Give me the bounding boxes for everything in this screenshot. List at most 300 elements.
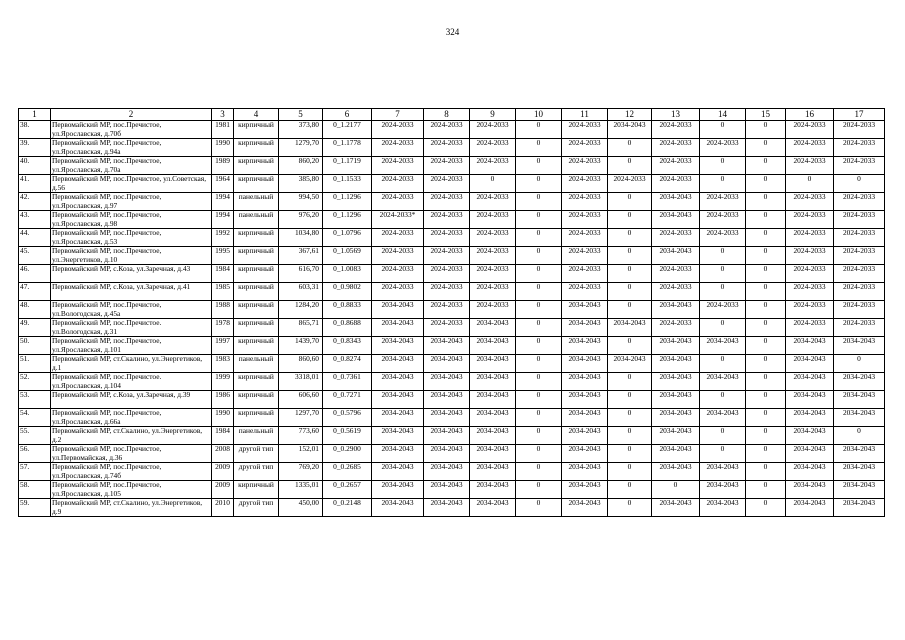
table-cell: 2024-2033 <box>372 247 424 265</box>
table-row <box>19 175 885 193</box>
table-cell: 2034-2043 <box>372 337 424 355</box>
table-cell: 0_1.1778 <box>323 139 372 157</box>
table-cell: 606,60 <box>279 391 323 409</box>
row-number-cell: 49. <box>19 319 51 337</box>
table-cell: 0 <box>746 373 786 391</box>
table-cell: 0 <box>746 445 786 463</box>
table-cell: 0 <box>608 229 652 247</box>
table-cell: кирпичный <box>234 391 279 409</box>
table-cell: 2034-2043 <box>470 445 516 463</box>
table-cell: 2024-2033 <box>652 175 700 193</box>
table-cell: 2034-2043 <box>652 337 700 355</box>
table-cell: 0 <box>608 409 652 427</box>
table-cell: 1995 <box>212 247 234 265</box>
table-cell: 0_1.0083 <box>323 265 372 283</box>
table-cell: кирпичный <box>234 229 279 247</box>
table-cell: 2024-2033 <box>372 193 424 211</box>
table-cell: 0 <box>746 319 786 337</box>
table-cell: 0 <box>700 157 746 175</box>
table-cell: 2034-2043 <box>424 391 470 409</box>
address-cell: Первомайский МР, пос.Пречистое, ул.Ярославская, д.70а <box>51 157 212 175</box>
table-cell: 1990 <box>212 409 234 427</box>
table-cell: 2024-2033 <box>786 283 834 301</box>
row-number-cell: 40. <box>19 157 51 175</box>
table-row <box>19 193 885 211</box>
table-cell: 2024-2033 <box>834 121 885 139</box>
table-cell: 2024-2033 <box>834 247 885 265</box>
row-number-cell: 47. <box>19 283 51 301</box>
table-cell: 616,70 <box>279 265 323 283</box>
table-cell: 2034-2043 <box>834 499 885 517</box>
table-cell: 2024-2033 <box>470 265 516 283</box>
table-cell: 2024-2033 <box>786 265 834 283</box>
column-header-7: 7 <box>372 109 424 121</box>
table-cell: кирпичный <box>234 301 279 319</box>
table-cell: 2024-2033 <box>470 193 516 211</box>
table-row <box>19 409 885 427</box>
table-cell: 2034-2043 <box>786 445 834 463</box>
table-cell: 2034-2043 <box>834 391 885 409</box>
table-cell: 2024-2033 <box>652 319 700 337</box>
table-cell: 0_0.5796 <box>323 409 372 427</box>
table-cell: 2034-2043 <box>470 463 516 481</box>
table-cell: 1983 <box>212 355 234 373</box>
table-cell: 2034-2043 <box>372 463 424 481</box>
table-cell: 2034-2043 <box>700 373 746 391</box>
table-row <box>19 355 885 373</box>
table-cell: 2024-2033 <box>470 229 516 247</box>
table-cell: 2024-2033 <box>562 265 608 283</box>
table-cell: 2024-2033 <box>424 229 470 247</box>
table-cell: 2024-2033 <box>372 265 424 283</box>
table-cell: 0 <box>608 157 652 175</box>
table-cell: 1279,70 <box>279 139 323 157</box>
table-row <box>19 427 885 445</box>
table-cell: 0 <box>516 265 562 283</box>
address-cell: Первомайский МР, пос.Пречистое, ул.Вологодская, д.45а <box>51 301 212 319</box>
table-cell: 2034-2043 <box>652 373 700 391</box>
table-cell: 0 <box>516 211 562 229</box>
table-cell: 2034-2043 <box>652 391 700 409</box>
column-header-14: 14 <box>700 109 746 121</box>
table-cell: 2024-2033 <box>652 157 700 175</box>
row-number-cell: 46. <box>19 265 51 283</box>
table-cell: 2024-2033 <box>786 121 834 139</box>
column-header-8: 8 <box>424 109 470 121</box>
table-cell: 2024-2033 <box>424 265 470 283</box>
table-cell: 0 <box>746 139 786 157</box>
table-cell: панельный <box>234 193 279 211</box>
table-row <box>19 445 885 463</box>
table-cell: 2010 <box>212 499 234 517</box>
table-cell: 2024-2033 <box>834 211 885 229</box>
address-cell: Первомайский МР, пос.Пречистое, ул.Ярославская, д.97 <box>51 193 212 211</box>
column-header-5: 5 <box>279 109 323 121</box>
table-cell: 3318,01 <box>279 373 323 391</box>
table-cell: 2024-2033 <box>562 229 608 247</box>
table-cell: 0 <box>608 481 652 499</box>
table-cell: 1981 <box>212 121 234 139</box>
table-cell: 1034,80 <box>279 229 323 247</box>
table-cell: 2034-2043 <box>562 319 608 337</box>
table-cell: 2034-2043 <box>562 373 608 391</box>
table-cell: 152,01 <box>279 445 323 463</box>
table-cell: кирпичный <box>234 319 279 337</box>
table-cell: 2034-2043 <box>470 481 516 499</box>
table-cell: 2008 <box>212 445 234 463</box>
table-cell: 0_1.1719 <box>323 157 372 175</box>
table-cell: 2034-2043 <box>562 391 608 409</box>
table-cell: 2024-2033 <box>834 157 885 175</box>
column-header-3: 3 <box>212 109 234 121</box>
table-cell: 0_0.2148 <box>323 499 372 517</box>
table-cell: 1284,20 <box>279 301 323 319</box>
table-cell: 0 <box>834 355 885 373</box>
table-cell: 2024-2033 <box>786 157 834 175</box>
table-cell: 0_1.2177 <box>323 121 372 139</box>
table-cell: 2034-2043 <box>608 355 652 373</box>
column-header-17: 17 <box>834 109 885 121</box>
table-cell: 2034-2043 <box>652 211 700 229</box>
table-cell: 0 <box>608 211 652 229</box>
table-cell: 0 <box>746 337 786 355</box>
table-cell: кирпичный <box>234 157 279 175</box>
table-cell: 0 <box>746 175 786 193</box>
table-cell: 2024-2033 <box>834 283 885 301</box>
table-cell: 2024-2033 <box>424 211 470 229</box>
table-row <box>19 481 885 499</box>
table-cell: 2024-2033 <box>834 193 885 211</box>
table-cell: панельный <box>234 211 279 229</box>
table-cell: 2024-2033 <box>786 229 834 247</box>
column-header-16: 16 <box>786 109 834 121</box>
table-cell: 2024-2033* <box>372 211 424 229</box>
table-cell: 1335,01 <box>279 481 323 499</box>
table-cell: 2024-2033 <box>372 121 424 139</box>
address-cell: Первомайский МР, пос.Пречистое, ул.Ярославская, д.98 <box>51 211 212 229</box>
table-cell: 2034-2043 <box>562 355 608 373</box>
table-cell: 994,50 <box>279 193 323 211</box>
table-cell: 2034-2043 <box>424 355 470 373</box>
table-cell: 2024-2033 <box>470 157 516 175</box>
table-body <box>19 121 885 517</box>
table-cell: 0 <box>516 229 562 247</box>
table-cell: 0 <box>516 319 562 337</box>
table-cell: 2034-2043 <box>834 481 885 499</box>
table-cell: 2009 <box>212 463 234 481</box>
row-number-cell: 50. <box>19 337 51 355</box>
table-cell: 976,20 <box>279 211 323 229</box>
table-cell: 2024-2033 <box>470 121 516 139</box>
table-cell: 2024-2033 <box>562 121 608 139</box>
column-header-15: 15 <box>746 109 786 121</box>
table-cell: 1978 <box>212 319 234 337</box>
table-cell: 2034-2043 <box>834 373 885 391</box>
table-cell: кирпичный <box>234 175 279 193</box>
table-cell: 2034-2043 <box>562 481 608 499</box>
table-cell: 2024-2033 <box>786 301 834 319</box>
table-cell: другой тип <box>234 445 279 463</box>
table-cell: 367,61 <box>279 247 323 265</box>
table-cell: 2024-2033 <box>470 139 516 157</box>
table-cell: 385,80 <box>279 175 323 193</box>
table-cell: 2034-2043 <box>608 121 652 139</box>
table-cell: 2024-2033 <box>786 211 834 229</box>
table-cell: 2034-2043 <box>470 499 516 517</box>
table-row <box>19 391 885 409</box>
table-cell: 0 <box>516 337 562 355</box>
table-cell: 0 <box>700 355 746 373</box>
table-cell: 1997 <box>212 337 234 355</box>
table-cell: 1986 <box>212 391 234 409</box>
table-cell: 0 <box>608 193 652 211</box>
table-cell: 2034-2043 <box>470 409 516 427</box>
table-row <box>19 157 885 175</box>
table-cell: 2034-2043 <box>424 499 470 517</box>
table-cell: другой тип <box>234 463 279 481</box>
table-cell: 2024-2033 <box>786 319 834 337</box>
address-cell: Первомайский МР, пос.Пречистое, ул.Ярославская, д.66а <box>51 409 212 427</box>
table-cell: 2034-2043 <box>652 193 700 211</box>
table-cell: 2034-2043 <box>372 319 424 337</box>
table-cell: 0 <box>746 121 786 139</box>
table-cell: 2034-2043 <box>652 463 700 481</box>
table-cell: 2034-2043 <box>786 481 834 499</box>
table-cell: 1994 <box>212 211 234 229</box>
row-number-cell: 51. <box>19 355 51 373</box>
table-row <box>19 121 885 139</box>
row-number-cell: 52. <box>19 373 51 391</box>
table-row <box>19 319 885 337</box>
table-cell: 2024-2033 <box>834 301 885 319</box>
address-cell: Первомайский МР, ст.Скалино, ул.Энергетиков, д.9 <box>51 499 212 517</box>
table-cell: 0 <box>746 355 786 373</box>
table-cell: панельный <box>234 427 279 445</box>
table-cell: 2024-2033 <box>372 157 424 175</box>
row-number-cell: 53. <box>19 391 51 409</box>
column-header-9: 9 <box>470 109 516 121</box>
row-number-cell: 58. <box>19 481 51 499</box>
table-cell: 2034-2043 <box>700 409 746 427</box>
table-cell: 0_0.9802 <box>323 283 372 301</box>
table-cell: 0 <box>746 463 786 481</box>
table-cell: 0 <box>516 301 562 319</box>
table-cell: 2034-2043 <box>372 427 424 445</box>
table-cell: 0 <box>700 265 746 283</box>
table-row <box>19 373 885 391</box>
table-cell: 2034-2043 <box>786 337 834 355</box>
table-cell: 0 <box>516 499 562 517</box>
table-cell: 0 <box>516 481 562 499</box>
table-cell: 0_0.7271 <box>323 391 372 409</box>
table-cell: 2024-2033 <box>470 283 516 301</box>
table-cell: кирпичный <box>234 337 279 355</box>
table-cell: 2024-2033 <box>700 211 746 229</box>
table-cell: кирпичный <box>234 247 279 265</box>
table-cell: кирпичный <box>234 265 279 283</box>
table-cell: 0 <box>516 175 562 193</box>
address-cell: Первомайский МР, пос.Пречистое, ул.Первомайская, д.36 <box>51 445 212 463</box>
table-cell: 0_0.2685 <box>323 463 372 481</box>
table-cell: 2024-2033 <box>652 265 700 283</box>
table-cell: 1985 <box>212 283 234 301</box>
table-cell: 2034-2043 <box>470 427 516 445</box>
table-cell: 2034-2043 <box>470 355 516 373</box>
table-cell: 0_1.1296 <box>323 193 372 211</box>
table-cell: 0 <box>746 481 786 499</box>
table-row <box>19 337 885 355</box>
table-row <box>19 229 885 247</box>
table-cell: 2034-2043 <box>372 481 424 499</box>
column-header-13: 13 <box>652 109 700 121</box>
table-cell: 373,80 <box>279 121 323 139</box>
table-cell: 0 <box>516 373 562 391</box>
table-row <box>19 283 885 301</box>
table-cell: 860,20 <box>279 157 323 175</box>
table-cell: 2034-2043 <box>700 337 746 355</box>
table-cell: 0 <box>746 409 786 427</box>
table-cell: 2024-2033 <box>652 139 700 157</box>
table-cell: 2024-2033 <box>424 157 470 175</box>
table-cell: 2034-2043 <box>372 373 424 391</box>
table-cell: 1999 <box>212 373 234 391</box>
table-row <box>19 211 885 229</box>
table-cell: 2034-2043 <box>372 391 424 409</box>
table-cell: 2024-2033 <box>372 175 424 193</box>
table-cell: 2034-2043 <box>834 463 885 481</box>
table-cell: 2034-2043 <box>470 319 516 337</box>
table-cell: 2034-2043 <box>786 409 834 427</box>
table-cell: 2034-2043 <box>562 301 608 319</box>
row-number-cell: 39. <box>19 139 51 157</box>
row-number-cell: 54. <box>19 409 51 427</box>
table-cell: 2034-2043 <box>372 445 424 463</box>
table-cell: 0 <box>608 463 652 481</box>
table-cell: 2034-2043 <box>372 301 424 319</box>
table-cell: 0 <box>746 499 786 517</box>
table-cell: 2024-2033 <box>652 121 700 139</box>
address-cell: Первомайский МР, пос.Пречистое, ул.Ярославская, д.53 <box>51 229 212 247</box>
table-cell: 0 <box>700 427 746 445</box>
table-cell: 0 <box>608 337 652 355</box>
table-cell: 2024-2033 <box>562 193 608 211</box>
table-cell: 2034-2043 <box>562 499 608 517</box>
table-cell: 860,60 <box>279 355 323 373</box>
table-cell: 2034-2043 <box>372 355 424 373</box>
table-cell: 2034-2043 <box>652 499 700 517</box>
table-cell: 0 <box>608 499 652 517</box>
table-cell: 2034-2043 <box>700 499 746 517</box>
table-cell: 0 <box>700 121 746 139</box>
column-header-6: 6 <box>323 109 372 121</box>
table-cell: 2024-2033 <box>562 175 608 193</box>
row-number-cell: 42. <box>19 193 51 211</box>
table-cell: 2034-2043 <box>470 373 516 391</box>
table-row <box>19 139 885 157</box>
table-cell: 0 <box>516 283 562 301</box>
table-cell: 2034-2043 <box>786 373 834 391</box>
table-cell: 2034-2043 <box>652 247 700 265</box>
table-cell: 0_0.2657 <box>323 481 372 499</box>
table-cell: 0_0.8688 <box>323 319 372 337</box>
table-cell: 0 <box>700 175 746 193</box>
table-cell: 0 <box>746 265 786 283</box>
table-cell: кирпичный <box>234 283 279 301</box>
table-cell: 2034-2043 <box>786 391 834 409</box>
table-cell: 2034-2043 <box>786 499 834 517</box>
table-row <box>19 247 885 265</box>
row-number-cell: 48. <box>19 301 51 319</box>
table-cell: 0 <box>746 211 786 229</box>
table-cell: 1988 <box>212 301 234 319</box>
table-cell: 0 <box>608 283 652 301</box>
table-cell: 0 <box>700 445 746 463</box>
table-cell: 0 <box>746 193 786 211</box>
table-cell: 2024-2033 <box>424 247 470 265</box>
table-cell: 2024-2033 <box>652 283 700 301</box>
table-cell: 2034-2043 <box>424 445 470 463</box>
table-cell: 0 <box>746 427 786 445</box>
address-cell: Первомайский МР, пос.Пречистое. ул.Ярославская, д.104 <box>51 373 212 391</box>
column-header-4: 4 <box>234 109 279 121</box>
table-cell: 2024-2033 <box>834 265 885 283</box>
address-cell: Первомайский МР, ст.Скалино, ул.Энергетиков, д.2 <box>51 427 212 445</box>
table-cell: 2024-2033 <box>562 211 608 229</box>
table-cell: 0_0.8343 <box>323 337 372 355</box>
table-cell: 0 <box>608 391 652 409</box>
table-cell: 0_0.2900 <box>323 445 372 463</box>
table-cell: 2034-2043 <box>562 445 608 463</box>
table-cell: 2024-2033 <box>372 229 424 247</box>
table-cell: 2024-2033 <box>786 193 834 211</box>
table-cell: 2034-2043 <box>652 427 700 445</box>
table-cell: 769,20 <box>279 463 323 481</box>
table-cell: 0_0.7361 <box>323 373 372 391</box>
table-cell: 2024-2033 <box>562 247 608 265</box>
table-cell: 2024-2033 <box>700 193 746 211</box>
table-cell: 2034-2043 <box>700 463 746 481</box>
table-cell: 0 <box>700 391 746 409</box>
table-cell: 1439,70 <box>279 337 323 355</box>
table-cell: 2024-2033 <box>424 319 470 337</box>
address-cell: Первомайский МР, пос.Пречистое, ул.Ярославская, д.105 <box>51 481 212 499</box>
table-cell: 450,00 <box>279 499 323 517</box>
table-cell: 0 <box>516 445 562 463</box>
table-cell: 0 <box>516 463 562 481</box>
table-cell: 2034-2043 <box>834 337 885 355</box>
table-cell: 2034-2043 <box>608 319 652 337</box>
table-cell: 0_1.0569 <box>323 247 372 265</box>
table-row <box>19 265 885 283</box>
table-cell: 0 <box>516 139 562 157</box>
table-cell: 0 <box>786 175 834 193</box>
column-header-1: 1 <box>19 109 51 121</box>
housing-register-table <box>18 108 885 517</box>
table-cell: 2034-2043 <box>424 427 470 445</box>
table-cell: 0_0.5619 <box>323 427 372 445</box>
table-cell: 0 <box>834 175 885 193</box>
table-cell: 2024-2033 <box>372 283 424 301</box>
table-cell: 1297,70 <box>279 409 323 427</box>
table-cell: 0 <box>516 247 562 265</box>
table-cell: 1984 <box>212 265 234 283</box>
table-cell: 2024-2033 <box>652 229 700 247</box>
table-cell: 2034-2043 <box>372 499 424 517</box>
table-cell: 2024-2033 <box>786 139 834 157</box>
table-cell: 0 <box>700 247 746 265</box>
table-cell: кирпичный <box>234 121 279 139</box>
table-cell: 0 <box>746 247 786 265</box>
